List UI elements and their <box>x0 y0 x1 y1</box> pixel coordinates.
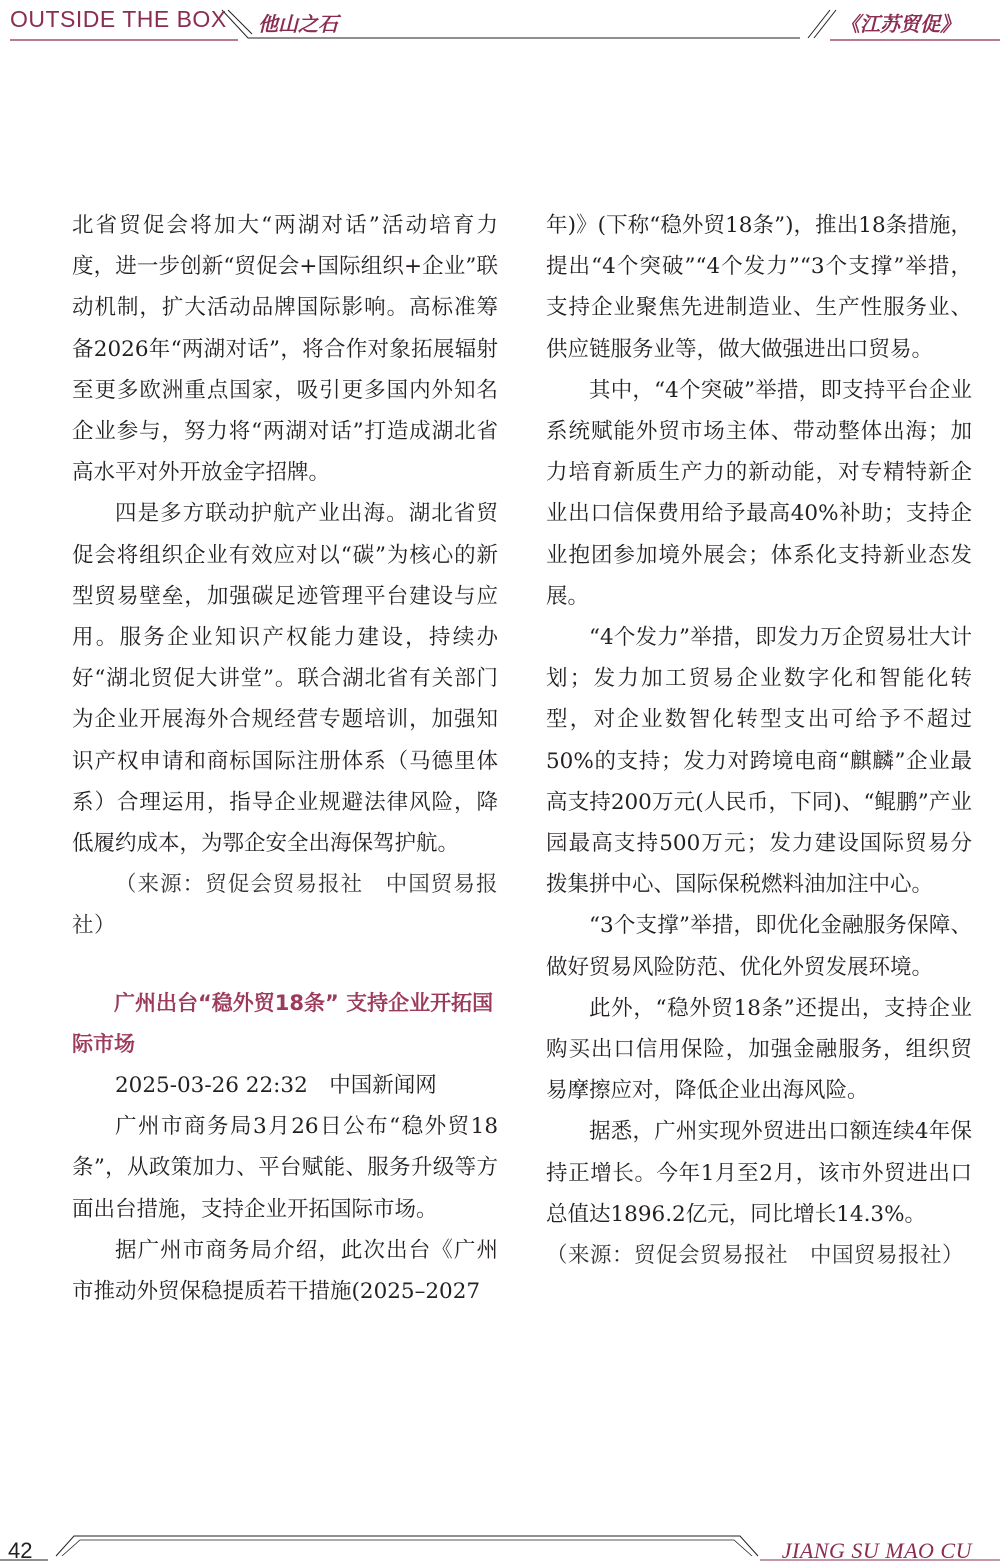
right-column <box>546 205 972 1276</box>
body-paragraph: 据悉，广州实现外贸进出口额连续4年保持正增长。今年1月至2月，该市外贸进出口总值达1896.2亿元，同比增长14.3%。 <box>546 1119 972 1227</box>
body-paragraph: 据广州市商务局介绍，此次出台《广州市推动外贸保稳提质若干措施(2025–2027 <box>72 1237 498 1305</box>
body-paragraph: 其中，“4个突破”举措，即支持平台企业系统赋能外贸市场主体、带动整体出海；加力培育新质生产力的新动能，对专精特新企业出口信保费用给予最高40%补助；支持企业抱团参加境外展会；体系化支持新业态发展。 <box>546 377 972 609</box>
article-date-line: 2025-03-26 22:32 中国新闻网 <box>115 1073 437 1099</box>
magazine-title: 《江苏贸促》 <box>840 12 960 36</box>
body-paragraph: 广州市商务局3月26日公布“稳外贸18条”，从政策加力、平台赋能、服务升级等方面出台措施，支持企业开拓国际市场。 <box>72 1114 498 1222</box>
body-paragraph: 此外，“稳外贸18条”还提出，支持企业购买出口信用保险，加强金融服务，组织贸易摩擦应对，降低企业出海风险。 <box>546 995 972 1104</box>
article-title: 广州出台“稳外贸18条” 支持企业开拓国际市场 <box>72 990 494 1056</box>
left-column <box>72 205 498 1312</box>
footer-brand: JIANG SU MAO CU <box>781 1538 972 1563</box>
section-title: 他山之石 <box>258 12 338 36</box>
body-paragraph: “3个支撑”举措，即优化金融服务保障、做好贸易风险防范、优化外贸发展环境。 <box>546 913 972 980</box>
body-paragraph: 北省贸促会将加大“两湖对话”活动培育力度，进一步创新“贸促会+国际组织+企业”联动机制，扩大活动品牌国际影响。高标准筹备2026年“两湖对话”，将合作对象拓展辐射至更多欧洲重点国家，吸引更多国内外知名企业参与，努力将“两湖对话”打造成湖北省高水平对外开放金字招牌。 <box>72 213 498 486</box>
body-paragraph: “4个发力”举措，即发力万企贸易壮大计划；发力加工贸易企业数字化和智能化转型，对企业数智化转型支出可给予不超过50%的支持；发力对跨境电商“麒麟”企业最高支持200万元(人民币，下同)、“鲲鹏”产业园最高支持500万元；发力建设国际贸易分拨集拼中心、国际保税燃料油加注中心。 <box>546 625 972 898</box>
page-header <box>0 0 1000 44</box>
page-number: 42 <box>8 1538 33 1563</box>
page-footer <box>0 1520 1000 1566</box>
source-note: （来源：贸促会贸易报社 中国贸易报社） <box>72 872 498 939</box>
body-paragraph: 年)》(下称“稳外贸18条”)，推出18条措施，提出“4个突破”“4个发力”“3个支撑”举措，支持企业聚焦先进制造业、生产性服务业、供应链服务业等，做大做强进出口贸易。 <box>546 213 972 362</box>
source-note: （来源：贸促会贸易报社 中国贸易报社） <box>546 1243 965 1269</box>
body-paragraph: 四是多方联动护航产业出海。湖北省贸促会将组织企业有效应对以“碳”为核心的新型贸易壁垒，加强碳足迹管理平台建设与应用。服务企业知识产权能力建设，持续办好“湖北贸促大讲堂”。联合湖北省有关部门为企业开展海外合规经营专题培训，加强知识产权申请和商标国际注册体系（马德里体系）合理运用，指导企业规避法律风险，降低履约成本，为鄂企安全出海保驾护航。 <box>72 501 498 857</box>
header-brand: OUTSIDE THE BOX <box>10 6 227 32</box>
